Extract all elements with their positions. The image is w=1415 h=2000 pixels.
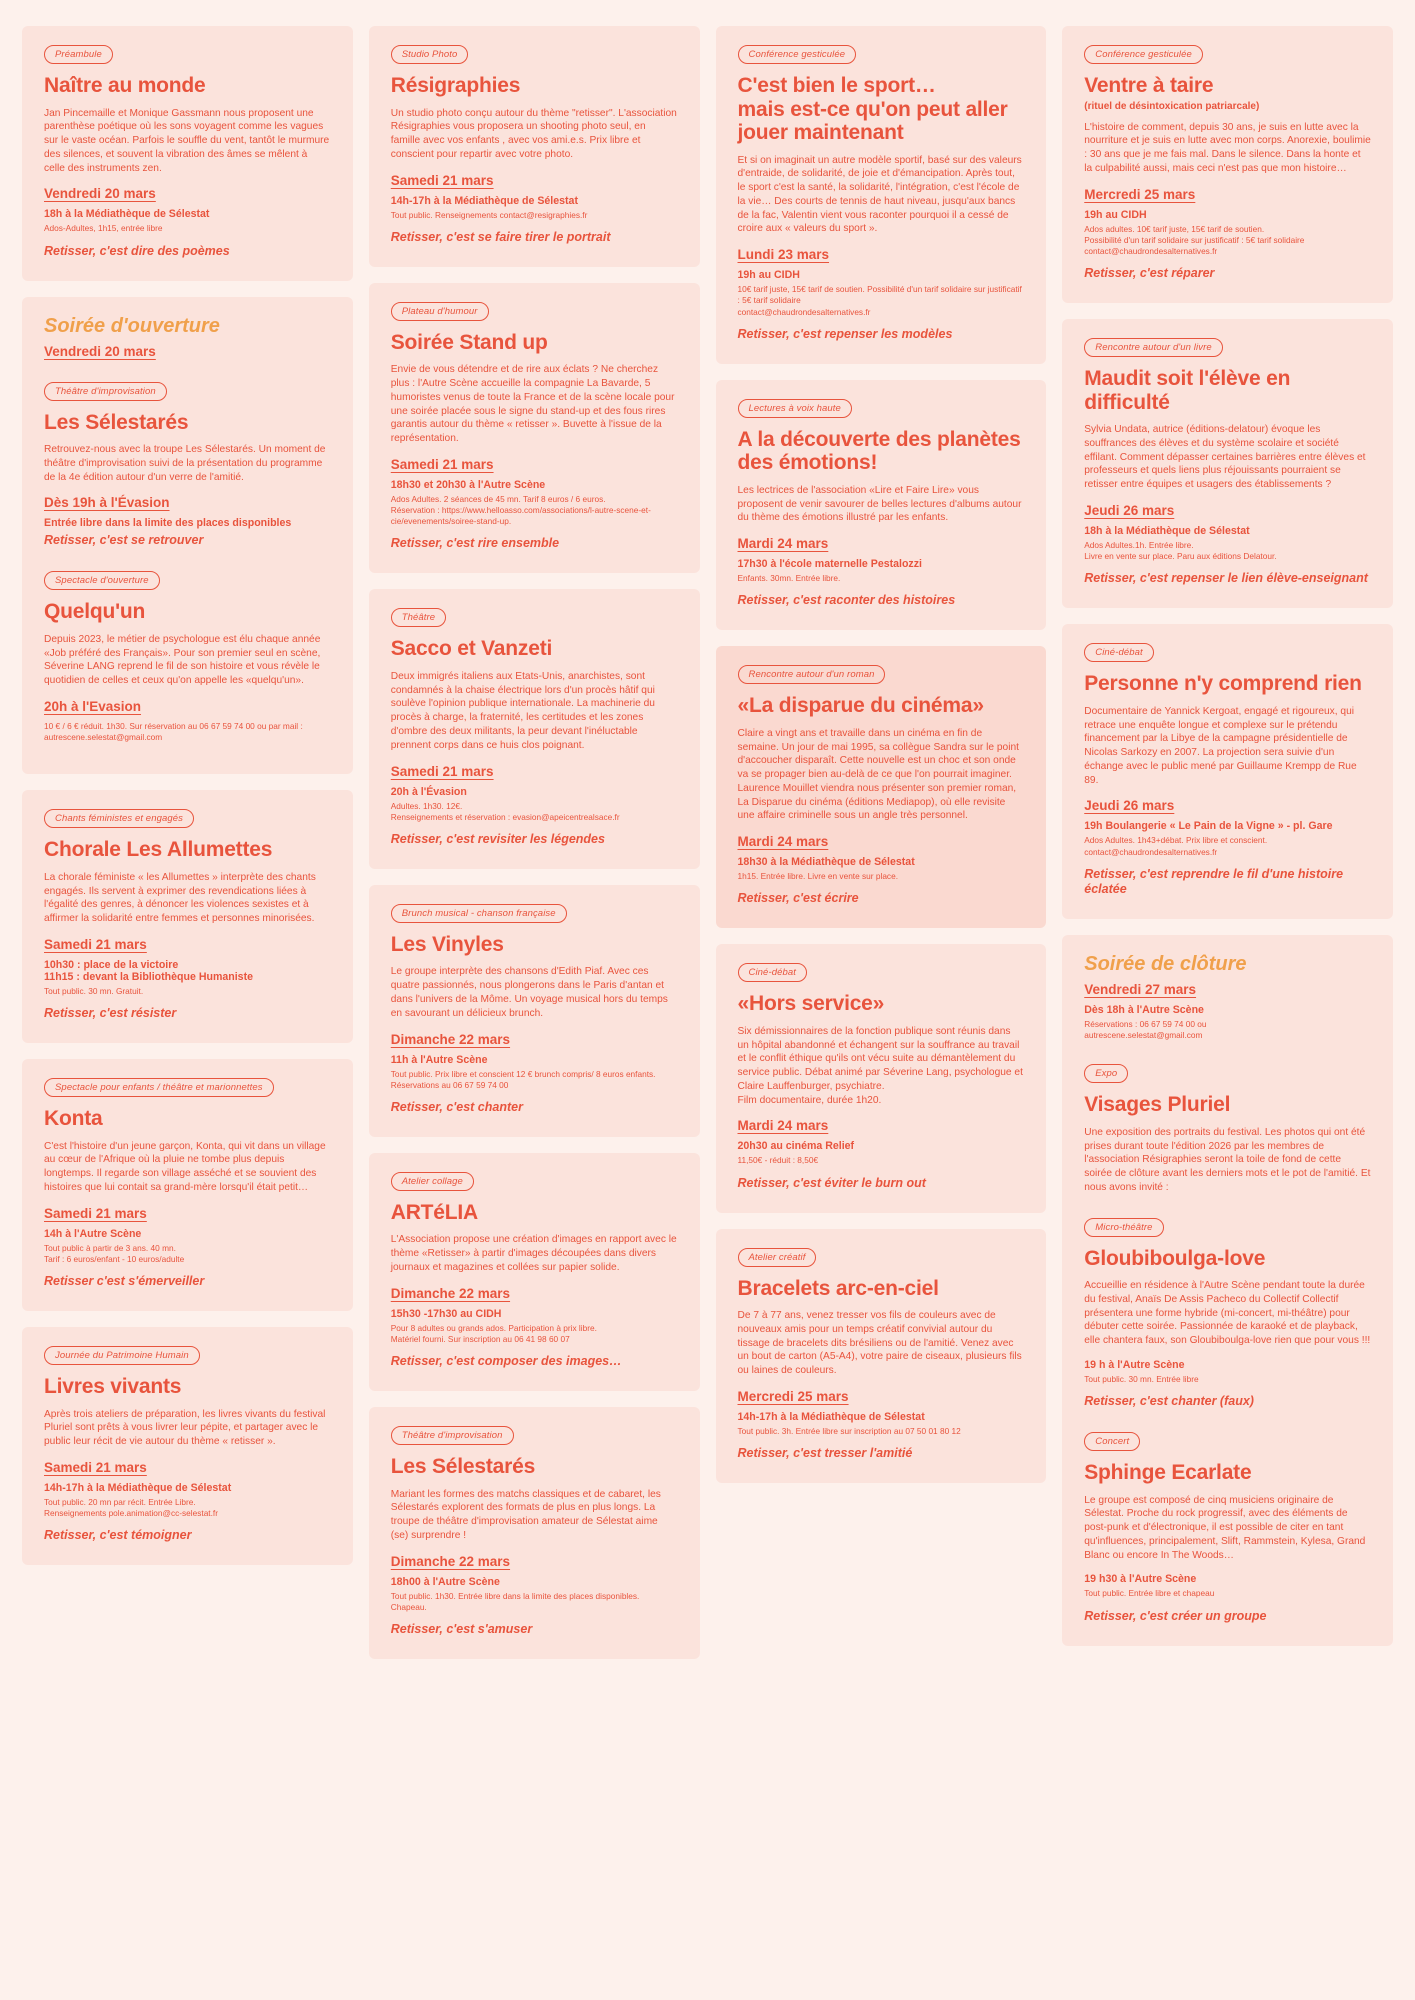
- event-category-tag: Studio Photo: [391, 45, 469, 64]
- event-slogan: Retisser, c'est tresser l'amitié: [737, 1446, 913, 1461]
- event-card: [1084, 1431, 1371, 1624]
- event-place: 18h à la Médiathèque de Sélestat: [44, 208, 210, 221]
- event-details: 11,50€ - réduit : 8,50€: [737, 1155, 819, 1166]
- event-place: 18h30 à la Médiathèque de Sélestat: [737, 856, 915, 869]
- event-category-tag: Ciné-débat: [1084, 643, 1153, 662]
- event-place: 18h00 à l'Autre Scène: [390, 1575, 500, 1588]
- event-category-tag: Conférence gesticulée: [1084, 45, 1203, 64]
- event-details: Tout public. Renseignements contact@resigraphies.fr: [390, 209, 588, 220]
- event-category-tag: Expo: [1084, 1064, 1128, 1083]
- event-date[interactable]: Lundi 23 mars: [737, 247, 830, 263]
- event-description: Retrouvez-nous avec la troupe Les Sélestarés. Un moment de théâtre d'improvisation suivi de la présentation du programme de la 4e édition autour d'un verre de l'amitié.: [44, 444, 326, 483]
- event-place: 19h Boulangerie « Le Pain de la Vigne » - pl. Gare: [1084, 820, 1333, 833]
- event-details: Ados Adultes. 1h43+débat. Prix libre et conscient. contact@chaudrondesalternatives.fr: [1084, 835, 1268, 857]
- event-slogan: Retisser, c'est composer des images…: [390, 1354, 622, 1369]
- section-title: Soirée de clôture: [1084, 952, 1247, 975]
- event-details: Ados Adultes.1h. Entrée libre. Livre en vente sur place. Paru aux éditions Delatour.: [1084, 540, 1277, 562]
- section-date[interactable]: Vendredi 27 mars: [1084, 981, 1197, 997]
- event-slogan: Retisser, c'est témoigner: [44, 1528, 192, 1543]
- program-column-3: [716, 26, 1047, 1483]
- event-details: Ados Adultes. 2 séances de 45 mn. Tarif 8 euros / 6 euros. Réservation : https://www.helloasso.com/associations/l-autre-scene-et-cie/evenements/soiree-stand-up.: [390, 493, 651, 527]
- event-title: Maudit soit l'élève en difficulté: [1084, 367, 1291, 414]
- event-slogan: Retisser, c'est écrire: [737, 891, 859, 906]
- event-place: 17h30 à l'école maternelle Pestalozzi: [737, 558, 922, 571]
- event-description: Deux immigrés italiens aux Etats-Unis, anarchistes, sont condamnés à la chaise électrique lors d'un procès hâtif qui soulève l'opinion publique internationale. La machinerie du procès à charge, la fraternité, les certitudes et les zones d'ombre des deux militants, la peur devant l'inéluctable prennent corps dans ce huis clos poignant.: [390, 670, 655, 751]
- event-details: Tout public. 30 mn. Gratuit.: [44, 985, 144, 996]
- event-category-tag: Théâtre d'improvisation: [391, 1426, 514, 1445]
- event-place: 11h à l'Autre Scène: [390, 1053, 488, 1066]
- event-card: [22, 26, 353, 281]
- event-date[interactable]: Samedi 21 mars: [390, 172, 494, 188]
- event-title: Les Sélestarés: [44, 410, 189, 434]
- event-date[interactable]: Samedi 21 mars: [44, 936, 147, 952]
- event-details: Tout public. Prix libre et conscient 12 € brunch compris/ 8 euros enfants. Réservations au 06 67 59 74 00: [390, 1068, 656, 1090]
- event-place: 14h-17h à la Médiathèque de Sélestat: [390, 194, 578, 207]
- event-place: 20h à l'Évasion: [390, 785, 467, 798]
- event-description: Les lectrices de l'association «Lire et Faire Lire» vous proposent de venir savourer de belles lectures d'albums autour du thème des émotions illustré par les enfants.: [737, 484, 1022, 524]
- event-title: C'est bien le sport… mais est-ce qu'on peut aller jouer maintenant: [737, 74, 1008, 145]
- event-date[interactable]: Jeudi 26 mars: [1084, 798, 1175, 814]
- event-card: [369, 589, 700, 868]
- event-slogan: Retisser, c'est dire des poèmes: [44, 243, 230, 258]
- event-description: Après trois ateliers de préparation, les livres vivants du festival Pluriel sont prêts à vous livrer leur pépite, et partager avec le public leur récit de vie autour du thème « retisser ».: [44, 1408, 326, 1448]
- event-category-tag: Spectacle d'ouverture: [44, 571, 160, 590]
- event-description: L'Association propose une création d'images en rapport avec le thème «Retisser» à partir d'images découpées dans divers journaux et magazines et collées sur papier solide.: [390, 1234, 677, 1273]
- event-title: Les Sélestarés: [390, 1455, 536, 1479]
- event-card: [716, 380, 1047, 631]
- event-date[interactable]: Samedi 21 mars: [390, 456, 494, 472]
- event-details: Tout public. Entrée libre et chapeau: [1084, 1588, 1215, 1599]
- event-title: Gloubiboulga-love: [1084, 1246, 1266, 1270]
- event-category-tag: Ciné-débat: [738, 963, 807, 982]
- section-title: Soirée d'ouverture: [44, 314, 220, 337]
- event-place: 19 h30 à l'Autre Scène: [1084, 1573, 1197, 1586]
- event-slogan: Retisser, c'est raconter des histoires: [737, 593, 956, 608]
- event-details: Tout public. 30 mn. Entrée libre: [1084, 1373, 1199, 1384]
- event-category-tag: Rencontre autour d'un livre: [1084, 338, 1222, 357]
- event-category-tag: Théâtre: [391, 608, 446, 627]
- event-title: Naître au monde: [44, 74, 206, 97]
- event-card: [1084, 1217, 1371, 1410]
- event-slogan: Retisser, c'est reprendre le fil d'une histoire éclatée: [1084, 866, 1344, 896]
- event-date[interactable]: Dès 19h à l'Évasion: [44, 495, 170, 511]
- event-description: Une exposition des portraits du festival. Les photos qui ont été prises durant toute l'édition 2026 par les membres de l'association Résigraphies seront la toile de fond de cette soirée de clôture avant les derniers mots et le pot de l'amitié. Et nous avons invité :: [1084, 1126, 1371, 1193]
- event-details: Ados adultes. 10€ tarif juste, 15€ tarif de soutien. Possibilité d'un tarif solidaire sur justificatif : 5€ tarif solidaire contact@chaudrondesalternatives.fr: [1084, 223, 1305, 256]
- event-title: Personne n'y comprend rien: [1084, 672, 1362, 696]
- event-category-tag: Concert: [1084, 1432, 1140, 1451]
- event-category-tag: Théâtre d'improvisation: [44, 382, 167, 401]
- event-category-tag: Chants féministes et engagés: [44, 809, 194, 828]
- event-card: [44, 381, 331, 549]
- event-date[interactable]: Samedi 21 mars: [390, 763, 494, 779]
- event-date[interactable]: 20h à l'Evasion: [44, 698, 142, 714]
- event-place: 14h à l'Autre Scène: [44, 1227, 142, 1240]
- event-category-tag: Brunch musical - chanson française: [391, 904, 567, 923]
- event-description: Le groupe est composé de cinq musiciens originaire de Sélestat. Proche du rock progressif, avec des éléments de post-punk et d'électronique, il est possible de citer en tant qu'influences, principalement, Slift, Rammstein, Kylesa, Grand Blanc ou encore In The Woods…: [1084, 1494, 1366, 1561]
- event-card: [369, 1153, 700, 1391]
- event-slogan: Retisser, c'est chanter (faux): [1084, 1394, 1254, 1409]
- event-date[interactable]: Dimanche 22 mars: [390, 1553, 511, 1569]
- event-place: 14h-17h à la Médiathèque de Sélestat: [737, 1410, 925, 1423]
- event-details: 1h15. Entrée libre. Livre en vente sur place.: [737, 871, 899, 882]
- event-card: [1084, 1063, 1371, 1194]
- event-card: [369, 283, 700, 574]
- program-section: [22, 297, 353, 775]
- event-date[interactable]: Mardi 24 mars: [737, 834, 829, 850]
- event-details: Tout public. 1h30. Entrée libre dans la limite des places disponibles. Chapeau.: [390, 1590, 640, 1612]
- event-title: Résigraphies: [390, 74, 521, 97]
- section-date[interactable]: Vendredi 20 mars: [44, 343, 156, 359]
- event-title: Konta: [44, 1107, 103, 1131]
- event-slogan: Retisser, c'est réparer: [1084, 266, 1215, 281]
- event-category-tag: Journée du Patrimoine Humain: [44, 1346, 200, 1365]
- event-slogan: Retisser, c'est repenser le lien élève-enseignant: [1084, 571, 1368, 586]
- event-details: Pour 8 adultes ou grands ados. Participation à prix libre. Matériel fourni. Sur inscription au 06 41 98 60 07: [390, 1322, 597, 1344]
- event-category-tag: Préambule: [44, 45, 113, 64]
- event-description: Et si on imaginait un autre modèle sportif, basé sur des valeurs d'entraide, de solidarité, de joie et d'émancipation. Après tout, le sport c'est la santé, la solidarité, l'intégration, c'est l'école de la vie… Des courts de tennis de haut niveau, jusqu'aux bancs de la fac, Valentin vient vous raconter pourquoi il a cessé de croire aux « valeurs du sport ».: [737, 154, 1022, 235]
- event-title: Bracelets arc-en-ciel: [737, 1276, 939, 1300]
- event-description: Six démissionnaires de la fonction publique sont réunis dans un hôpital abandonné et échangent sur la souffrance au travail et le conflit éthique qu'ils ont vécu suite au démantèlement du service public. Débat animé par Séverine Lang, psychologue et Claire Lauffenburger, psychiatre. Film documentaire, durée 1h20.: [737, 1025, 1023, 1106]
- event-title: Les Vinyles: [390, 932, 504, 956]
- event-card: [22, 790, 353, 1043]
- event-details: Ados-Adultes, 1h15, entrée libre: [44, 223, 163, 234]
- event-date[interactable]: Vendredi 20 mars: [44, 186, 156, 202]
- event-place: 20h30 au cinéma Relief: [737, 1140, 855, 1153]
- event-card: [716, 1229, 1047, 1484]
- event-slogan: Retisser, c'est créer un groupe: [1084, 1608, 1267, 1623]
- event-title: ARTéLIA: [390, 1200, 479, 1224]
- event-date[interactable]: Jeudi 26 mars: [1084, 503, 1175, 518]
- event-details: Tout public à partir de 3 ans. 40 mn. Tarif : 6 euros/enfant - 10 euros/adulte: [44, 1242, 185, 1264]
- event-place: 19 h à l'Autre Scène: [1084, 1358, 1185, 1371]
- event-category-tag: Atelier collage: [391, 1172, 474, 1191]
- event-card: [22, 1059, 353, 1311]
- event-description: Accueillie en résidence à l'Autre Scène pendant toute la durée du festival, Anaïs De Assis Pacheco du Collectif Collectif présentera une forme hybride (mi-concert, mi-théâtre) pour débuter cette soirée. Passionnée de karaoké et de playback, elle chantera faux, son Gloubiboulga-love rien que pour vous !!!: [1084, 1280, 1371, 1347]
- event-place: 19h au CIDH: [737, 269, 800, 282]
- event-title: Livres vivants: [44, 1375, 182, 1399]
- event-description: La chorale féministe « les Allumettes » interprète des chants engagés. Ils servent à exprimer des revendications liées à l'égalité des genres, à dénoncer les violences sexistes et à affirmer la solidarité entre femmes et personnes minorisées.: [44, 871, 316, 925]
- event-category-tag: Lectures à voix haute: [738, 399, 852, 418]
- event-title: «Hors service»: [737, 992, 885, 1016]
- event-card: [716, 944, 1047, 1212]
- event-details: Adultes. 1h30. 12€. Renseignements et réservation : evasion@apeicentrealsace.fr: [390, 800, 620, 822]
- program-grid: [22, 26, 1393, 1659]
- event-title: A la découverte des planètes des émotions!: [737, 427, 1021, 475]
- event-category-tag: Spectacle pour enfants / théâtre et marionnettes: [44, 1078, 274, 1097]
- event-slogan: Retisser, c'est éviter le burn out: [737, 1175, 926, 1190]
- event-description: Envie de vous détendre et de rire aux éclats ? Ne cherchez plus : l'Autre Scène accueille la compagnie La Bavarde, 5 humoristes venus de toute la France et de la scène locale pour une soirée placée sous le signe du stand-up et des fous rires garantis autour du thème « retisser ». Buvette à l'issue de la représentation.: [390, 364, 675, 445]
- event-slogan: Retisser, c'est se faire tirer le portrait: [390, 229, 611, 244]
- event-date[interactable]: Mardi 24 mars: [737, 536, 829, 552]
- event-description: Documentaire de Yannick Kergoat, engagé et rigoureux, qui retrace une enquête longue et complexe sur le prétendu financement par la Libye de la campagne présidentielle de Nicolas Sarkozy en 2007. La projection sera suivie d'un échange avec le public mené par Guillaume Krempp de Rue 89.: [1084, 705, 1357, 786]
- event-subtitle: (rituel de désintoxication patriarcale): [1084, 100, 1260, 112]
- event-place: 14h-17h à la Médiathèque de Sélestat: [44, 1481, 232, 1494]
- event-slogan: Retisser c'est s'émerveiller: [44, 1274, 205, 1289]
- event-slogan: Retisser, c'est résister: [44, 1006, 177, 1021]
- event-place: Entrée libre dans la limite des places disponibles: [44, 517, 292, 530]
- event-place: 15h30 -17h30 au CIDH: [390, 1307, 502, 1320]
- event-card: [716, 26, 1047, 364]
- event-description: Jan Pincemaille et Monique Gassmann nous proposent une parenthèse poétique où les sons voyagent comme les vagues sur le vaste océan. Parfois le souffle du vent, tantôt le murmure des silences, et souvent la vibration des âmes se mêlent à celle des instruments zen.: [44, 107, 330, 174]
- event-slogan: Retisser, c'est se retrouver: [44, 533, 204, 548]
- event-card: [22, 1327, 353, 1565]
- event-card: [369, 26, 700, 267]
- event-description: Claire a vingt ans et travaille dans un cinéma en fin de semaine. Un jour de mai 1995, sa collègue Sandra sur le point d'accoucher disparaît. Cette nouvelle est un choc et son onde va se propager bien au-delà de ce que l'on pourrait imaginer. Laurence Mouillet viendra nous présenter son premier roman, La Disparue du cinéma (éditions Mediapop), où elle revisite une affaire criminelle sous un angle très personnel.: [737, 727, 1019, 822]
- event-category-tag: Plateau d'humour: [391, 302, 489, 321]
- event-title: Chorale Les Allumettes: [44, 838, 273, 862]
- event-date[interactable]: Dimanche 22 mars: [390, 1031, 511, 1047]
- section-place: Dès 18h à l'Autre Scène: [1084, 1003, 1204, 1016]
- event-card: [1062, 319, 1393, 608]
- event-date[interactable]: Mercredi 25 mars: [737, 1388, 849, 1404]
- program-column-1: [22, 26, 353, 1565]
- program-column-4: [1062, 26, 1393, 1646]
- event-description: Le groupe interprète des chansons d'Edith Piaf. Avec ces quatre passionnés, nous plongerons dans le Paris d'antan et dans l'univers de la Môme. Un voyage musical hors du temps en savourant un délicieux brunch.: [390, 966, 668, 1019]
- event-place: 18h30 et 20h30 à l'Autre Scène: [390, 478, 546, 491]
- event-date[interactable]: Dimanche 22 mars: [390, 1285, 511, 1301]
- event-slogan: Retisser, c'est rire ensemble: [390, 536, 560, 551]
- event-card: [369, 1407, 700, 1659]
- event-slogan: Retisser, c'est s'amuser: [390, 1622, 533, 1637]
- event-card: [369, 885, 700, 1137]
- event-slogan: Retisser, c'est chanter: [390, 1099, 523, 1114]
- event-details: 10€ tarif juste, 15€ tarif de soutien. Possibilité d'un tarif solidaire sur justificatif : 5€ tarif solidaire contact@chaudrondesalternatives.fr: [737, 284, 1022, 317]
- event-slogan: Retisser, c'est revisiter les légendes: [390, 831, 605, 846]
- event-description: L'histoire de comment, depuis 30 ans, je suis en lutte avec la nourriture et je suis en lutte avec mon corps. Anorexie, boulimie : 30 ans que je me fais mal. Dans le silence. Dans la honte et la culpabilité aussi, mais ceci n'est pas que mon histoire…: [1084, 121, 1371, 174]
- event-title: Sacco et Vanzeti: [390, 637, 553, 661]
- event-card: [1062, 624, 1393, 918]
- event-category-tag: Conférence gesticulée: [738, 45, 857, 64]
- event-date[interactable]: Samedi 21 mars: [44, 1459, 147, 1475]
- event-details: Enfants. 30mn. Entrée libre.: [737, 573, 841, 584]
- program-column-2: [369, 26, 700, 1659]
- event-description: Sylvia Undata, autrice (éditions-delatour) évoque les souffrances des élèves et du système scolaire et société effilant. Comment dépasser certaines barrières entre élèves et professeurs et quels liens plus réjouissants pourraient se retisser entre équipes et usagers des établissements ?: [1084, 424, 1366, 491]
- event-card: [716, 646, 1047, 928]
- event-title: Visages Pluriel: [1084, 1093, 1231, 1117]
- event-details: Tout public. 3h. Entrée libre sur inscription au 07 50 01 80 12: [737, 1425, 961, 1436]
- event-category-tag: Atelier créatif: [738, 1248, 817, 1267]
- event-date[interactable]: Mercredi 25 mars: [1084, 186, 1196, 202]
- event-title: Soirée Stand up: [390, 330, 548, 354]
- event-place: 10h30 : place de la victoire 11h15 : devant la Bibliothèque Humaniste: [44, 958, 253, 983]
- event-description: Mariant les formes des matchs classiques et de cabaret, les Sélestarés explorent des formats de plus en plus longs. La troupe de théâtre d'improvisation amateur de Sélestat aime (se) surprendre !: [390, 1488, 661, 1541]
- event-description: Un studio photo conçu autour du thème "retisser". L'association Résigraphies vous proposera un shooting photo seul, en famille avec vos enfants , avec vos ami.e.s. Prix libre et conscient pour repartir avec votre photo.: [390, 107, 677, 160]
- event-date[interactable]: Samedi 21 mars: [44, 1205, 147, 1221]
- event-title: Sphinge Ecarlate: [1084, 1461, 1252, 1485]
- event-date[interactable]: Mardi 24 mars: [737, 1118, 829, 1134]
- program-section: [1062, 935, 1393, 1646]
- event-description: C'est l'histoire d'un jeune garçon, Konta, qui vit dans un village au cœur de l'Afrique où la pluie ne tombe plus depuis longtemps. Il regarde son village asséché et se souvient des histoires que lui contait sa grand-mère lorsqu'il était petit…: [44, 1140, 326, 1193]
- event-card: [44, 570, 331, 743]
- event-place: 19h au CIDH: [1084, 208, 1147, 221]
- event-category-tag: Micro-théâtre: [1084, 1218, 1163, 1237]
- event-description: De 7 à 77 ans, venez tresser vos fils de couleurs avec de nouveaux amis pour un temps créatif convivial autour du tissage de bracelets dits brésiliens ou de l'amitié. Venez avec un bout de carton (A5-A4), votre paire de ciseaux, plusieurs fils ou laines de couleurs.: [737, 1310, 1022, 1377]
- event-details: Tout public. 20 mn par récit. Entrée Libre. Renseignements pole.animation@cc-selestat.fr: [44, 1496, 218, 1519]
- event-title: Quelqu'un: [44, 600, 146, 624]
- event-description: Depuis 2023, le métier de psychologue est élu chaque année «Job préféré des Français». Pour son premier seul en scène, Séverine LANG reprend le fil de son histoire et vous révèle le quotidien de celles et ceux qu'on appelle les «quelqu'un».: [44, 633, 321, 687]
- event-title: «La disparue du cinéma»: [737, 694, 984, 718]
- event-category-tag: Rencontre autour d'un roman: [738, 665, 886, 684]
- event-place: 18h à la Médiathèque de Sélestat: [1084, 525, 1250, 537]
- section-details: Réservations : 06 67 59 74 00 ou autrescene.selestat@gmail.com: [1084, 1018, 1207, 1041]
- event-details: 10 € / 6 € réduit. 1h30. Sur réservation au 06 67 59 74 00 ou par mail : autrescene.selestat@gmail.com: [44, 720, 303, 743]
- event-card: [1062, 26, 1393, 303]
- event-slogan: Retisser, c'est repenser les modèles: [737, 326, 953, 341]
- event-title: Ventre à taire: [1084, 74, 1214, 97]
